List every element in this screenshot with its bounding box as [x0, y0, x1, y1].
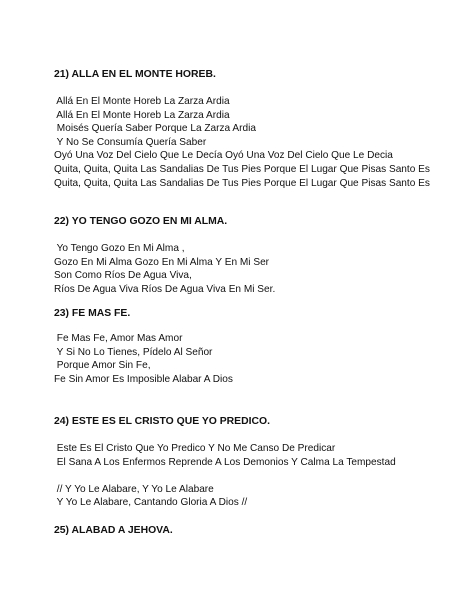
lyric-line: // Y Yo Le Alabare, Y Yo Le Alabare	[54, 483, 214, 495]
song-title: 25) ALABAD A JEHOVA.	[54, 525, 173, 536]
song-title: 24) ESTE ES EL CRISTO QUE YO PREDICO.	[54, 416, 270, 427]
lyric-line	[54, 469, 464, 483]
song-title: 22) YO TENGO GOZO EN MI ALMA.	[54, 216, 228, 227]
lyric-line: Ríos De Agua Viva Ríos De Agua Viva En Mi Ser.	[54, 283, 276, 295]
lyric-line: Este Es El Cristo Que Yo Predico Y No Me Canso De Predicar	[54, 443, 336, 454]
song-lyrics	[54, 332, 464, 386]
lyric-line: Allá En El Monte Horeb La Zarza Ardia	[54, 109, 230, 121]
lyric-line: Son Como Ríos De Agua Viva,	[54, 270, 192, 282]
lyric-line: Allá En El Monte Horeb La Zarza Ardia	[54, 96, 230, 107]
song-title: 23) FE MAS FE.	[54, 308, 131, 319]
lyric-line: Y Si No Lo Tienes, Pídelo Al Señor	[54, 346, 213, 358]
song-23	[54, 307, 464, 386]
lyric-line: Moisés Quería Saber Porque La Zarza Ardia	[54, 123, 256, 135]
song-24	[54, 415, 464, 510]
lyric-line: Yo Tengo Gozo En Mi Alma ,	[54, 243, 185, 254]
song-lyrics	[54, 242, 464, 296]
lyric-line: El Sana A Los Enfermos Reprende A Los Demonios Y Calma La Tempestad	[54, 456, 396, 468]
lyric-line: Fe Mas Fe, Amor Mas Amor	[54, 333, 183, 344]
song-21	[54, 68, 464, 190]
lyric-line: Porque Amor Sin Fe,	[54, 360, 151, 372]
lyric-line: Gozo En Mi Alma Gozo En Mi Alma Y En Mi Ser	[54, 256, 270, 268]
lyric-line: Oyó Una Voz Del Cielo Que Le Decía Oyó Una Voz Del Cielo Que Le Decia	[54, 150, 393, 162]
song-lyrics	[54, 442, 464, 510]
lyric-line: Quita, Quita, Quita Las Sandalias De Tus Pies Porque El Lugar Que Pisas Santo Es	[54, 177, 430, 189]
lyric-line: Y No Se Consumía Quería Saber	[54, 136, 207, 148]
song-25	[54, 524, 464, 537]
lyric-line: Quita, Quita, Quita Las Sandalias De Tus Pies Porque El Lugar Que Pisas Santo Es	[54, 163, 430, 175]
song-22	[54, 215, 464, 296]
lyric-line: Y Yo Le Alabare, Cantando Gloria A Dios //	[54, 497, 248, 509]
song-title: 21) ALLA EN EL MONTE HOREB.	[54, 69, 216, 80]
song-lyrics	[54, 95, 464, 190]
lyric-line: Fe Sin Amor Es Imposible Alabar A Dios	[54, 373, 233, 385]
